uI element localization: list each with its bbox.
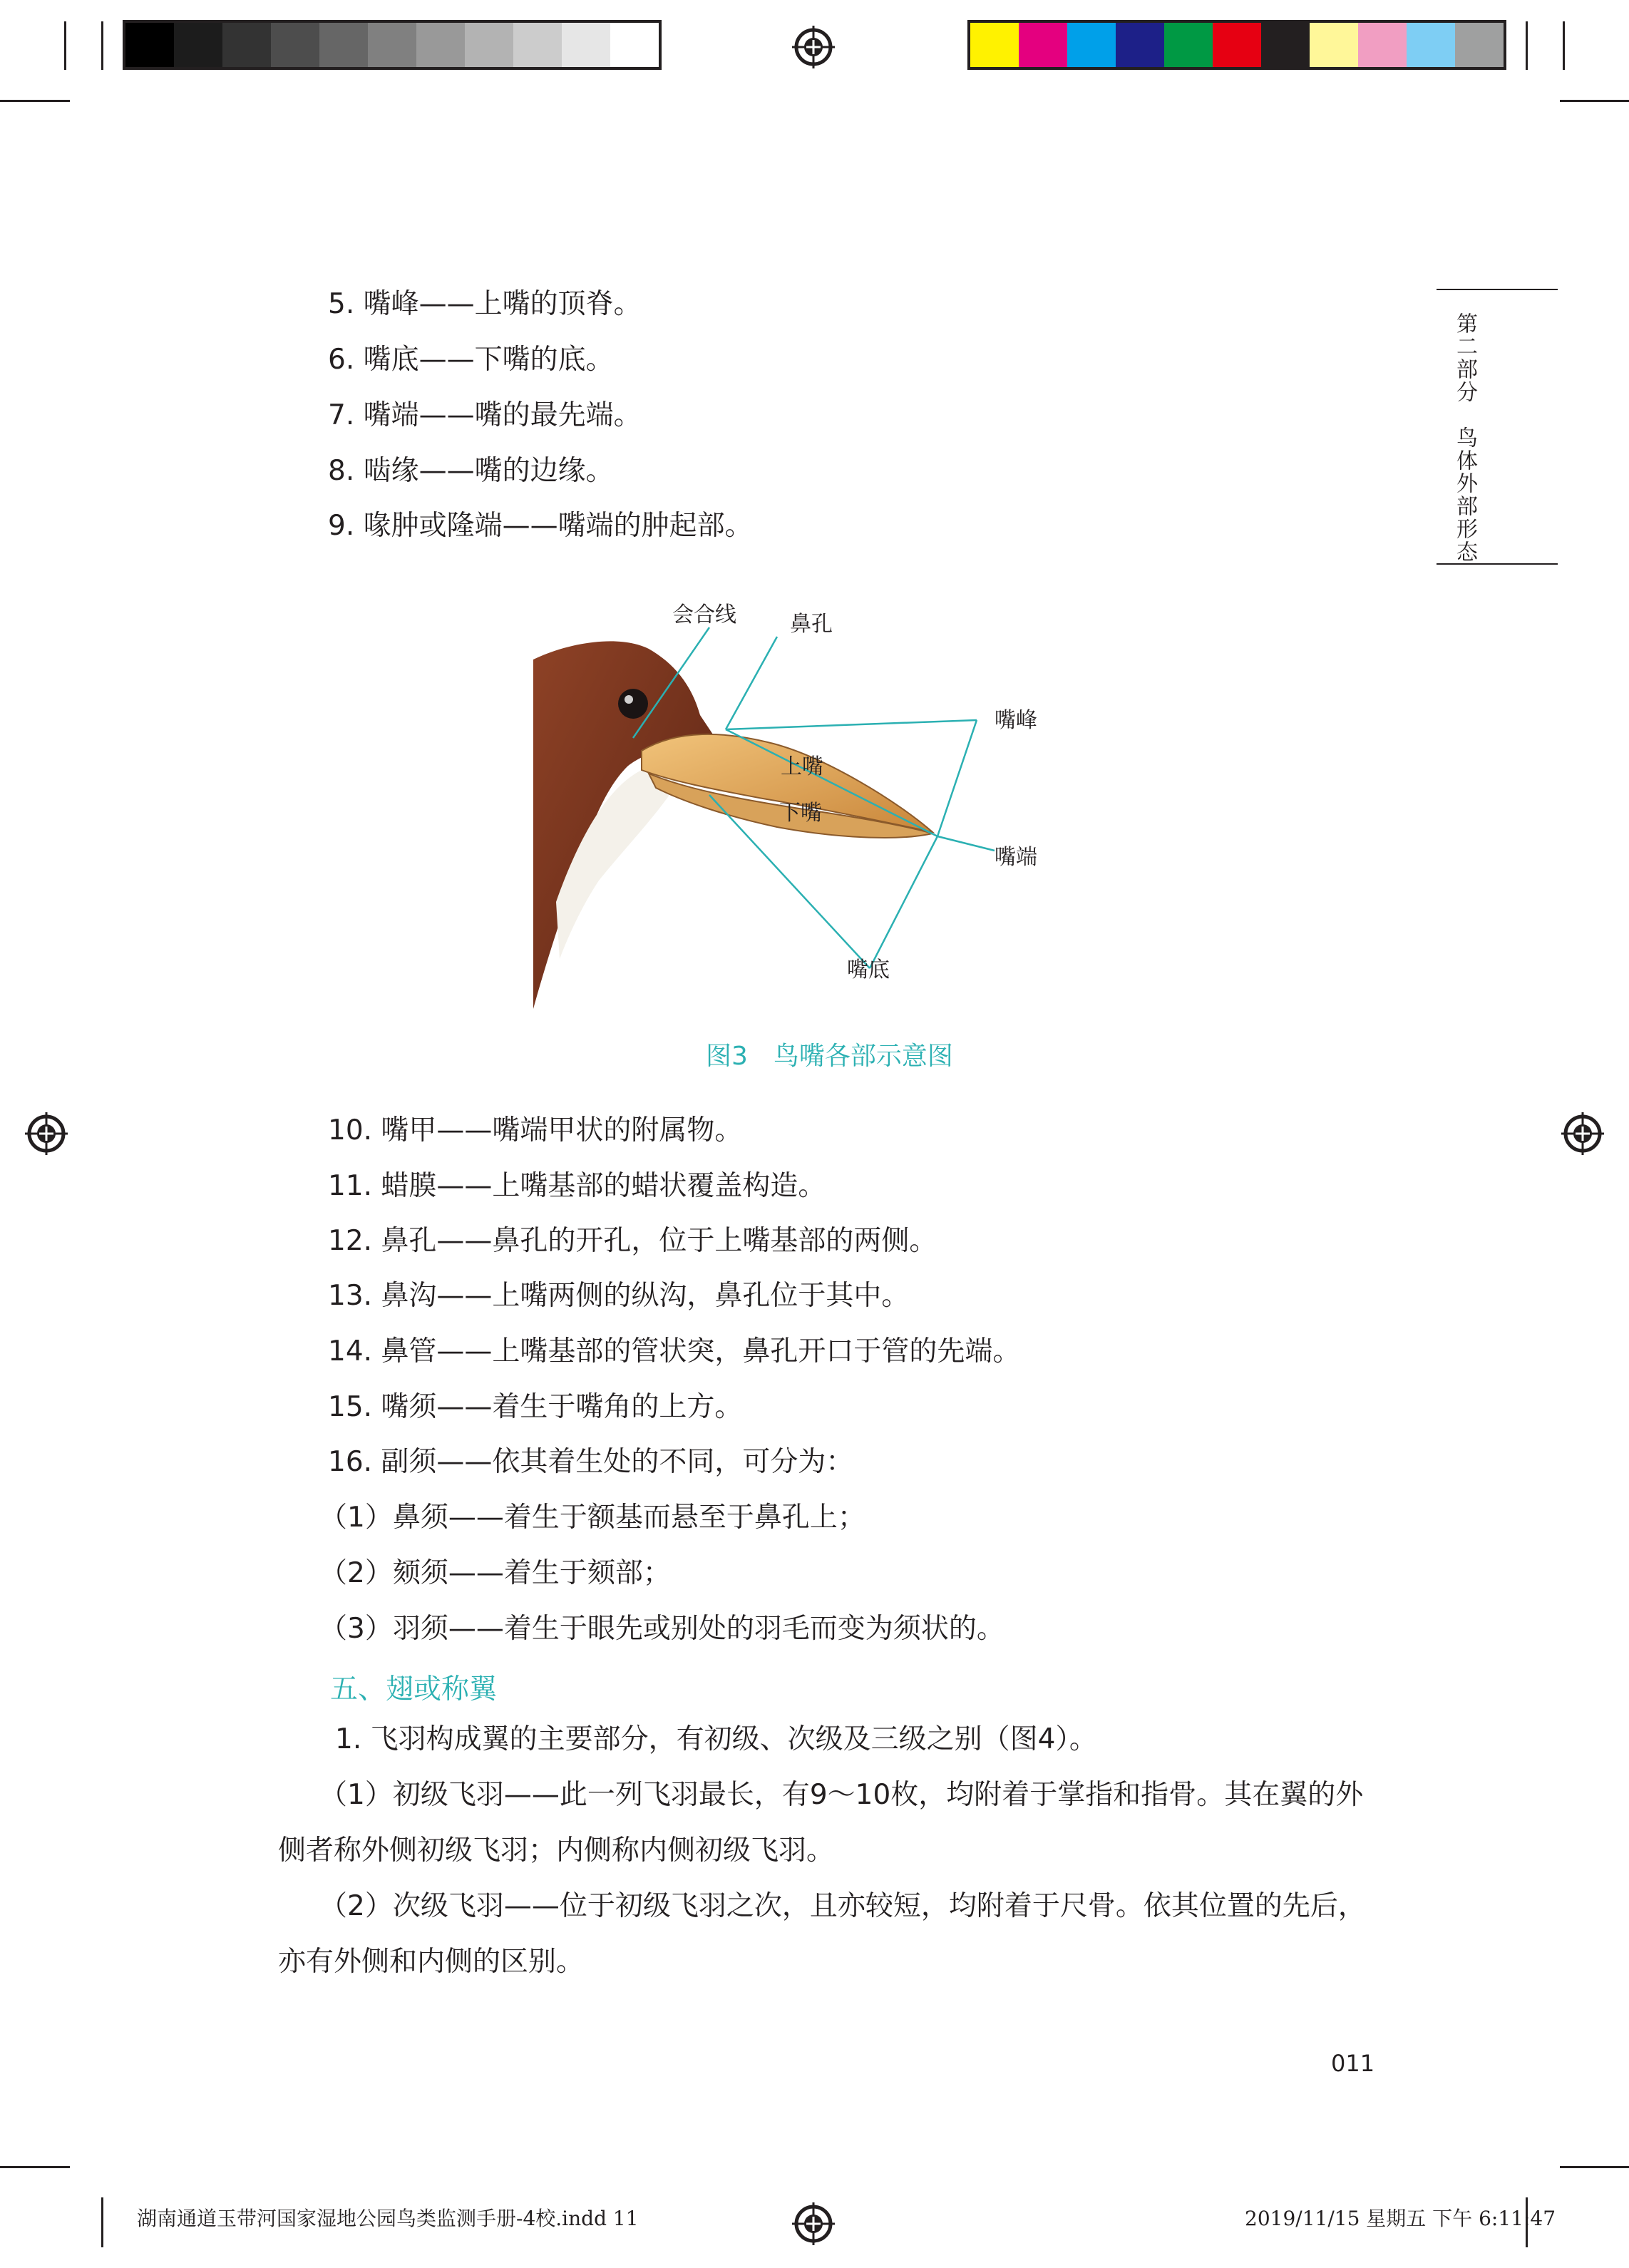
crop-mark bbox=[0, 2166, 70, 2168]
grayscale-color-bar bbox=[123, 20, 662, 70]
footer-filename: 湖南通道玉带河国家湿地公园鸟类监测手册-4校.indd 11 bbox=[137, 2207, 639, 2230]
list-item: 9. 喙肿或隆端——嘴端的肿起部。 bbox=[328, 510, 753, 542]
registration-mark-icon bbox=[791, 24, 836, 70]
color-swatch bbox=[1310, 23, 1358, 67]
crop-mark bbox=[101, 21, 103, 70]
list-item: 15. 嘴须——着生于嘴角的上方。 bbox=[328, 1391, 743, 1423]
paragraph-text: （1）初级飞羽——此一列飞羽最长，有9～10枚，均附着于掌指和指骨。其在翼的外侧者称外侧初级飞羽；内侧称内侧初级飞羽。 bbox=[278, 1779, 1364, 1867]
side-tab-label: 第二部分 鸟体外部形态 bbox=[1452, 312, 1477, 563]
label-zuidi: 嘴底 bbox=[847, 958, 890, 982]
list-item: 1. 飞羽构成翼的主要部分，有初级、次级及三级之别（图4）。 bbox=[335, 1723, 1097, 1755]
color-swatch bbox=[970, 23, 1019, 67]
list-item: 8. 啮缘——嘴的边缘。 bbox=[328, 455, 614, 487]
beak-diagram bbox=[528, 595, 1084, 1016]
color-swatch bbox=[1455, 23, 1504, 67]
color-swatch bbox=[1067, 23, 1116, 67]
side-tab-bottom-rule bbox=[1437, 563, 1558, 565]
crop-mark bbox=[1526, 21, 1528, 70]
color-swatch bbox=[1019, 23, 1067, 67]
color-swatch bbox=[271, 23, 319, 67]
label-xiazui: 下嘴 bbox=[779, 801, 822, 826]
sub-item: （2）颏须——着生于颏部； bbox=[319, 1557, 671, 1589]
crop-mark bbox=[0, 100, 70, 102]
sub-item: （3）羽须——着生于眼先或别处的羽毛而变为须状的。 bbox=[319, 1613, 1004, 1645]
crop-mark bbox=[1560, 100, 1629, 102]
registration-mark-icon bbox=[791, 2201, 836, 2247]
color-swatch bbox=[562, 23, 610, 67]
sub-item: （1）鼻须——着生于额基而悬至于鼻孔上； bbox=[319, 1502, 865, 1534]
registration-mark-icon bbox=[1560, 1111, 1605, 1156]
label-zuiduan: 嘴端 bbox=[995, 845, 1037, 870]
list-item: 12. 鼻孔——鼻孔的开孔，位于上嘴基部的两侧。 bbox=[328, 1225, 937, 1257]
color-swatch bbox=[319, 23, 368, 67]
page-number: 011 bbox=[1331, 2050, 1375, 2077]
color-swatch bbox=[1407, 23, 1455, 67]
color-swatch bbox=[1358, 23, 1407, 67]
color-swatch bbox=[1213, 23, 1261, 67]
bird-eye bbox=[618, 689, 648, 719]
process-color-bar bbox=[967, 20, 1506, 70]
color-swatch bbox=[222, 23, 271, 67]
label-bikong: 鼻孔 bbox=[790, 612, 833, 637]
color-swatch bbox=[1116, 23, 1164, 67]
list-item: 7. 嘴端——嘴的最先端。 bbox=[328, 399, 642, 431]
color-swatch bbox=[465, 23, 513, 67]
side-tab-top-rule bbox=[1437, 289, 1558, 290]
paragraph bbox=[278, 1767, 1376, 1879]
color-swatch bbox=[610, 23, 659, 67]
color-swatch bbox=[125, 23, 174, 67]
color-swatch bbox=[513, 23, 562, 67]
crop-mark bbox=[1563, 21, 1565, 70]
registration-mark-icon bbox=[24, 1111, 69, 1156]
list-item: 11. 蜡膜——上嘴基部的蜡状覆盖构造。 bbox=[328, 1170, 826, 1202]
crop-mark bbox=[101, 2197, 103, 2247]
list-item: 16. 副须——依其着生处的不同，可分为： bbox=[328, 1446, 854, 1478]
list-item: 6. 嘴底——下嘴的底。 bbox=[328, 344, 614, 376]
footer-timestamp: 2019/11/15 星期五 下午 6:11:47 bbox=[1245, 2207, 1556, 2230]
paragraph-text: （2）次级飞羽——位于初级飞羽之次，且亦较短，均附着于尺骨。依其位置的先后，亦有外侧和内侧的区别。 bbox=[278, 1890, 1366, 1978]
label-zuifeng: 嘴峰 bbox=[995, 708, 1037, 733]
list-item: 10. 嘴甲——嘴端甲状的附属物。 bbox=[328, 1114, 743, 1146]
section-heading: 五、翅或称翼 bbox=[330, 1673, 498, 1705]
crop-mark bbox=[64, 21, 66, 70]
paragraph bbox=[278, 1879, 1376, 1990]
color-swatch bbox=[174, 23, 222, 67]
list-item: 13. 鼻沟——上嘴两侧的纵沟，鼻孔位于其中。 bbox=[328, 1280, 910, 1312]
color-swatch bbox=[368, 23, 416, 67]
color-swatch bbox=[1261, 23, 1310, 67]
color-swatch bbox=[1164, 23, 1213, 67]
list-item: 5. 嘴峰——上嘴的顶脊。 bbox=[328, 288, 642, 320]
crop-mark bbox=[1560, 2166, 1629, 2168]
figure-caption: 图3 鸟嘴各部示意图 bbox=[706, 1042, 953, 1071]
label-huihexian: 会合线 bbox=[672, 602, 736, 627]
color-swatch bbox=[416, 23, 465, 67]
label-shangzui: 上嘴 bbox=[781, 754, 823, 779]
list-item: 14. 鼻管——上嘴基部的管状突，鼻孔开口于管的先端。 bbox=[328, 1335, 1021, 1368]
